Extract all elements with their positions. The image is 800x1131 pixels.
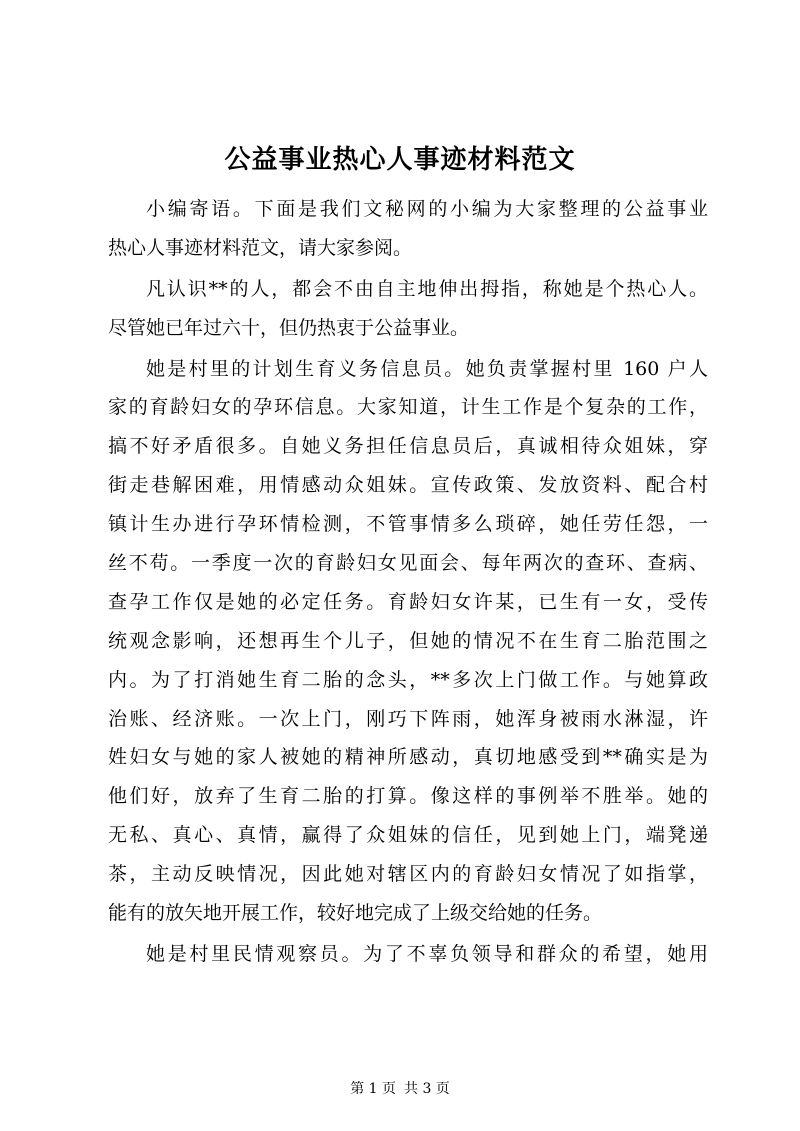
paragraph-3-line-3: 搞不好矛盾很多。自她义务担任信息员后，真诚相待众姐妹，穿 xyxy=(108,435,708,458)
paragraph-3-line-8: 统观念影响，还想再生个儿子，但她的情况不在生育二胎范围之 xyxy=(108,629,708,652)
document-title: 公益事业热心人事迹材料范文 xyxy=(224,145,576,175)
document-body xyxy=(108,190,708,974)
paragraph-3-line-13: 无私、真心、真情，赢得了众姐妹的信任，见到她上门，端凳递 xyxy=(108,824,708,847)
paragraph-3-line-14: 茶，主动反映情况，因此她对辖区内的育龄妇女情况了如指掌， xyxy=(108,863,708,886)
paragraph-3-line-6: 丝不苟。一季度一次的育龄妇女见面会、每年两次的查环、查病、 xyxy=(108,552,708,575)
paragraph-2-line-1: 凡认识**的人，都会不由自主地伸出拇指，称她是个热心人。 xyxy=(146,277,708,300)
page-footer xyxy=(0,1079,800,1099)
paragraph-3-line-15: 能有的放矢地开展工作，较好地完成了上级交给她的任务。 xyxy=(108,902,603,925)
paragraph-3-line-2: 家的育龄妇女的孕环信息。大家知道，计生工作是个复杂的工作， xyxy=(108,396,708,419)
paragraph-3-line-4: 街走巷解困难，用情感动众姐妹。宣传政策、发放资料、配合村 xyxy=(108,474,708,497)
paragraph-3-line-1: 她是村里的计划生育义务信息员。她负责掌握村里 160 户人 xyxy=(146,357,708,380)
paragraph-3-line-10: 治账、经济账。一次上门，刚巧下阵雨，她浑身被雨水淋湿，许 xyxy=(108,707,708,730)
paragraph-3-line-5: 镇计生办进行孕环情检测，不管事情多么琐碎，她任劳任怨，一 xyxy=(108,513,708,536)
paragraph-3-line-7: 查孕工作仅是她的必定任务。育龄妇女许某，已生有一女，受传 xyxy=(108,590,708,613)
paragraph-3-line-11: 姓妇女与她的家人被她的精神所感动，真切地感受到**确实是为 xyxy=(108,746,708,769)
paragraph-3-line-9: 内。为了打消她生育二胎的念头，**多次上门做工作。与她算政 xyxy=(108,668,708,691)
page-number: 第 1 页 xyxy=(350,1081,396,1097)
paragraph-2-line-2: 尽管她已年过六十，但仍热衷于公益事业。 xyxy=(108,316,470,339)
paragraph-4-line-1: 她是村里民情观察员。为了不辜负领导和群众的希望，她用 xyxy=(146,942,708,965)
paragraph-3-line-12: 他们好，放弃了生育二胎的打算。像这样的事例举不胜举。她的 xyxy=(108,785,708,808)
paragraph-1-line-1: 小编寄语。下面是我们文秘网的小编为大家整理的公益事业 xyxy=(146,198,708,220)
page-total: 共 3 页 xyxy=(404,1081,450,1097)
paragraph-1-line-2: 热心人事迹材料范文，请大家参阅。 xyxy=(108,236,413,259)
